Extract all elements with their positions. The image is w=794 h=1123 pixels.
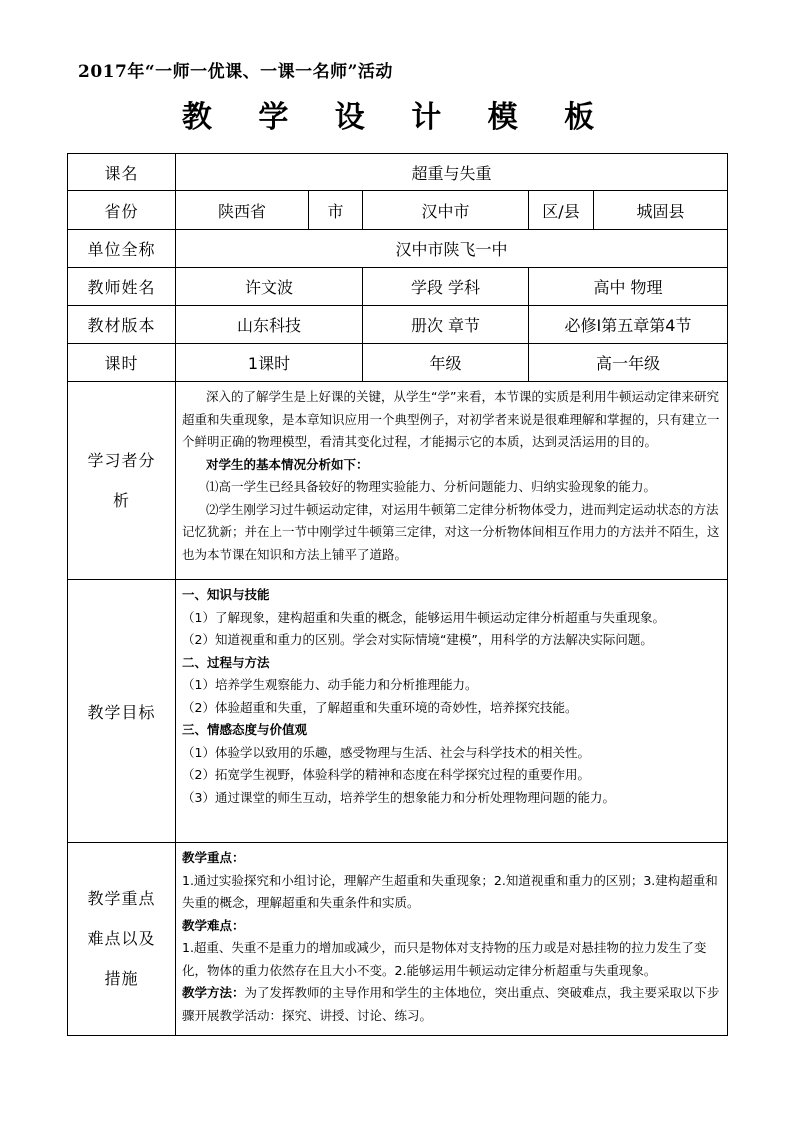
teacher-label: 教师姓名 bbox=[68, 268, 176, 306]
province-value: 陕西省 bbox=[176, 191, 309, 230]
goal-item-6: （2）拓宽学生视野，体验科学的精神和态度在科学探究过程的重要作用。 bbox=[182, 767, 590, 782]
key-heading-1: 教学重点： bbox=[182, 850, 245, 865]
row-key-points bbox=[68, 843, 728, 1036]
learner-heading: 对学生的基本情况分析如下： bbox=[206, 456, 369, 472]
district-value: 城固县 bbox=[594, 191, 728, 230]
teaching-goals-content bbox=[176, 580, 728, 843]
row-edition bbox=[68, 306, 728, 344]
row-learner-analysis bbox=[68, 382, 728, 580]
goals-heading-2: 二、过程与方法 bbox=[182, 654, 270, 670]
learner-analysis-label bbox=[68, 382, 176, 580]
lesson-plan-table bbox=[67, 153, 728, 1036]
key-heading-2: 教学难点： bbox=[182, 917, 245, 933]
edition-label: 教材版本 bbox=[68, 306, 176, 344]
teacher-value: 许文波 bbox=[176, 268, 363, 306]
learner-para1: 深入的了解学生是上好课的关键，从学生“学”来看，本节课的实质是利用牛顿运动定律来研究超重和失重现象，是本章知识应用一个典型例子，对初学者来说是很难理解和掌握的，只有建立一个鲜明正确的物理模型，看清其变化过程，才能揭示它的本质，达到灵活运用的目的。 bbox=[182, 389, 720, 449]
page-title: 教 学 设 计 模 板 bbox=[181, 100, 613, 135]
unit-label: 单位全称 bbox=[68, 230, 176, 268]
row-hours bbox=[68, 344, 728, 382]
course-value: 超重与失重 bbox=[176, 154, 728, 191]
key-para-2: 1.超重、失重不是重力的增加或减少，而只是物体对支持物的压力或是对悬挂物的拉力发生了变化，物体的重力依然存在且大小不变。2.能够运用牛顿运动定律分析超重与失重现象。 bbox=[182, 940, 707, 978]
grade-label: 年级 bbox=[363, 344, 529, 382]
row-teacher bbox=[68, 268, 728, 306]
edition-value: 山东科技 bbox=[176, 306, 363, 344]
stage-label: 学段 学科 bbox=[363, 268, 529, 306]
row-course bbox=[68, 154, 728, 191]
grade-value: 高一年级 bbox=[529, 344, 728, 382]
goal-item-1: （1）了解现象，建构超重和失重的概念，能够运用牛顿运动定律分析超重与失重现象。 bbox=[182, 609, 665, 625]
key-method bbox=[182, 982, 723, 1027]
hours-label: 课时 bbox=[68, 344, 176, 382]
goals-heading-3: 三、情感态度与价值观 bbox=[182, 722, 308, 737]
teaching-goals-label: 教学目标 bbox=[68, 580, 176, 843]
key-points-label bbox=[68, 843, 176, 1036]
key-points-content bbox=[176, 843, 728, 1036]
city-value: 汉中市 bbox=[363, 191, 529, 230]
key-heading-3: 教学方法： bbox=[182, 985, 245, 1000]
learner-item2: ⑵学生刚学习过牛顿运动定律，对运用牛顿第二定律分析物体受力，进而判定运动状态的方法记忆犹新；并在上一节中刚学过牛顿第三定律，对这一分析物体间相互作用力的方法并不陌生，这也为本节课在知识和方法上铺平了道路。 bbox=[182, 501, 720, 562]
row-teaching-goals bbox=[68, 580, 728, 843]
district-label: 区/县 bbox=[529, 191, 594, 230]
row-unit bbox=[68, 230, 728, 268]
unit-value: 汉中市陕飞一中 bbox=[176, 230, 728, 268]
stage-value: 高中 物理 bbox=[529, 268, 728, 306]
key-label-line2: 难点以及 bbox=[87, 929, 156, 948]
row-location bbox=[68, 191, 728, 230]
goal-item-4: （2）体验超重和失重，了解超重和失重环境的奇妙性，培养探究技能。 bbox=[182, 699, 578, 715]
hours-value: 1课时 bbox=[176, 344, 363, 382]
volume-value: 必修I第五章第4节 bbox=[529, 306, 728, 344]
province-label: 省份 bbox=[68, 191, 176, 230]
goal-item-5: （1）体验学以致用的乐趣，感受物理与生活、社会与科学技术的相关性。 bbox=[182, 744, 590, 760]
course-label: 课名 bbox=[68, 154, 176, 191]
key-para-3: 为了发挥教师的主导作用和学生的主体地位，突出重点、突破难点，我主要采取以下步骤开展教学活动：探究、讲授、讨论、练习。 bbox=[182, 985, 720, 1023]
goal-item-2: （2）知道视重和重力的区别。学会对实际情境“建模”，用科学的方法解决实际问题。 bbox=[182, 632, 653, 647]
learner-analysis-content bbox=[176, 382, 728, 580]
learner-label-line1: 学习者分 bbox=[87, 450, 156, 470]
key-label-line3: 措施 bbox=[104, 969, 139, 988]
city-label: 市 bbox=[309, 191, 363, 230]
learner-item1: ⑴高一学生已经具备较好的物理实验能力、分析问题能力、归纳实验现象的能力。 bbox=[206, 479, 657, 494]
goal-item-7: （3）通过课堂的师生互动，培养学生的想象能力和分析处理物理问题的能力。 bbox=[182, 789, 615, 805]
goals-heading-1: 一、知识与技能 bbox=[182, 587, 270, 602]
key-para-1: 1.通过实验探究和小组讨论，理解产生超重和失重现象；2.知道视重和重力的区别；3.建构超重和失重的概念，理解超重和失重条件和实质。 bbox=[182, 872, 718, 910]
key-label-line1: 教学重点 bbox=[87, 889, 156, 908]
activity-subtitle: 2017年“一师一优课、一课一名师”活动 bbox=[78, 62, 393, 82]
volume-label: 册次 章节 bbox=[363, 306, 529, 344]
learner-label-line2: 析 bbox=[112, 490, 130, 510]
goal-item-3: （1）培养学生观察能力、动手能力和分析推理能力。 bbox=[182, 677, 478, 692]
